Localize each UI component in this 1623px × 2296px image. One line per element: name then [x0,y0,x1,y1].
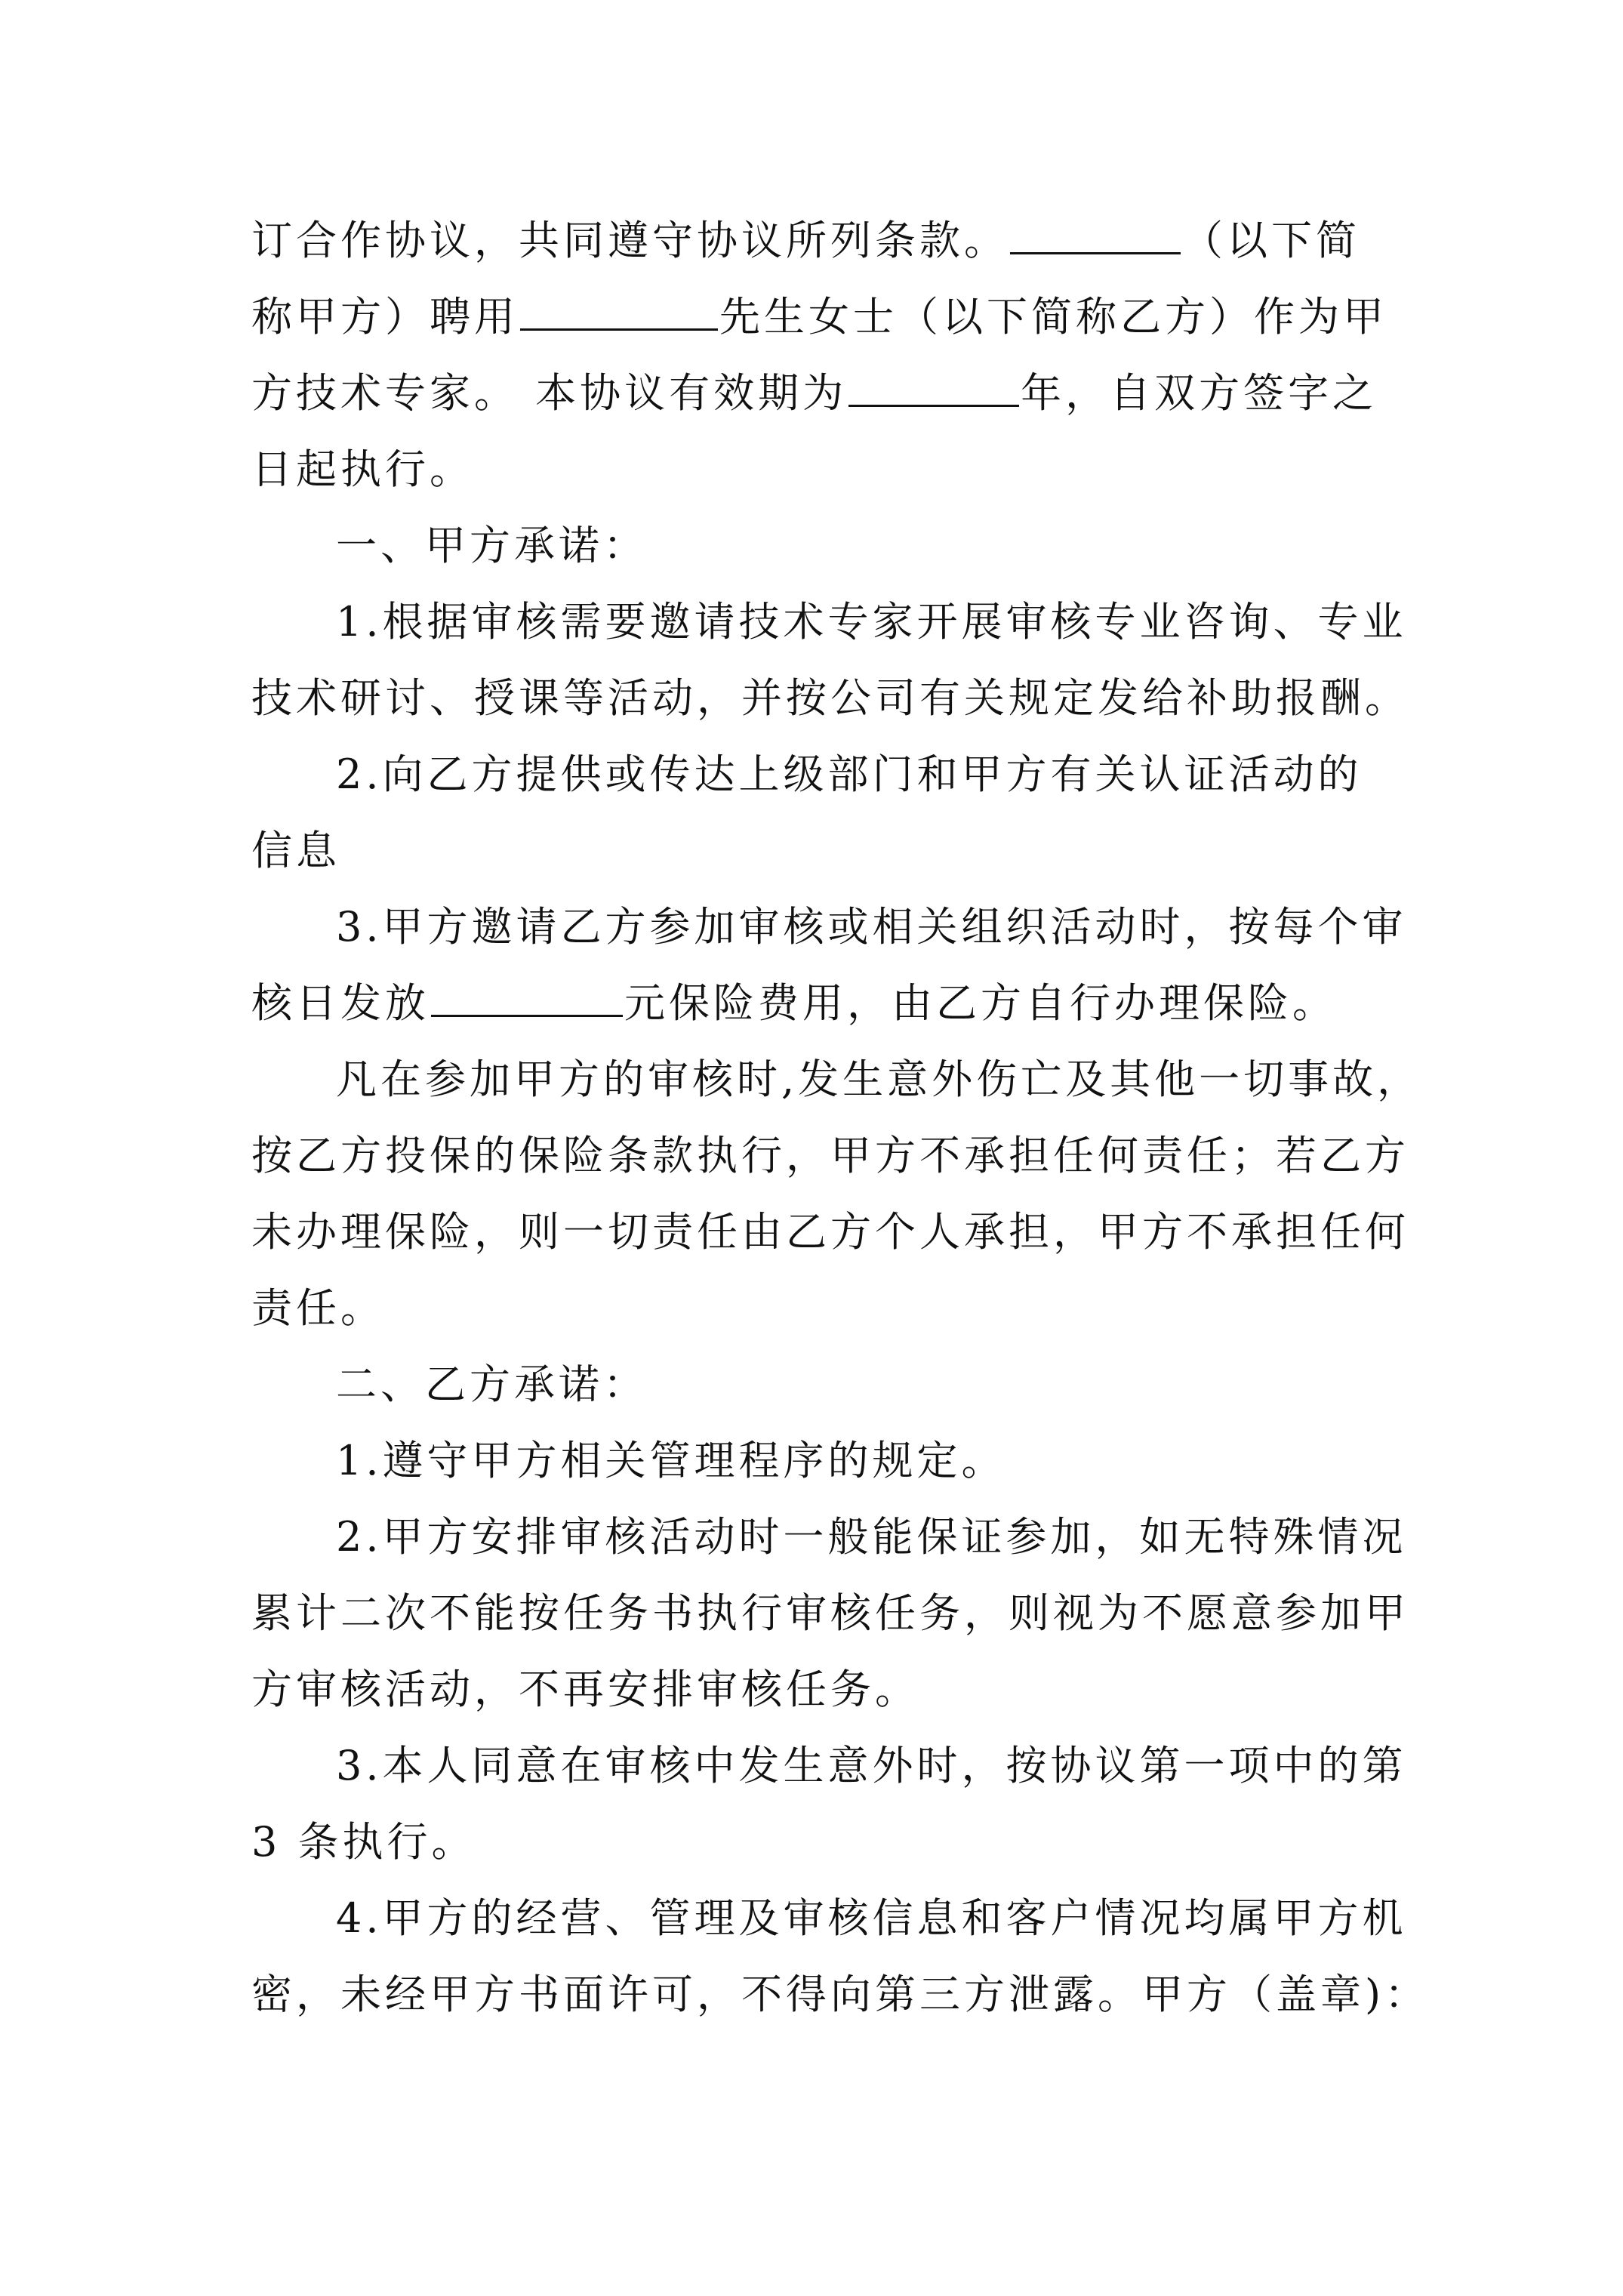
intro-line-2-text: 称甲方）聘用 [251,293,519,341]
section-1-heading: 一、甲方承诺： [336,522,648,569]
intro-line-1-text: 订合作协议，共同遵守协议所列条款。 [251,217,1009,264]
s2-item2-line1: 2.甲方安排审核活动时一般能保证参加，如无特殊情况 [336,1513,1407,1561]
s2-item3-line2: 3 条执行。 [251,1818,476,1866]
s1-para-line3: 未办理保险，则一切责任由乙方个人承担，甲方不承担任何 [251,1208,1409,1256]
intro-line-4: 日起执行。 [251,445,474,493]
s1-item3-line2 [251,965,1384,1041]
section-2-heading: 二、乙方承诺： [336,1361,648,1408]
intro-line-3-text: 方技术专家。 本协议有效期为 [251,369,848,417]
intro-line-2-tail: 先生女士（以下简称乙方）作为甲 [719,293,1387,341]
validity-years-blank [848,361,1019,407]
intro-line-3 [251,355,1384,431]
s2-item1-line1: 1.遵守甲方相关管理程序的规定。 [336,1437,1006,1484]
s2-item2-line2: 累计二次不能按任务书执行审核任务，则视为不愿意参加甲 [251,1589,1409,1637]
s1-item3-line2-tail: 元保险费用，由乙方自行办理保险。 [624,979,1337,1027]
intro-line-2 [251,279,1387,355]
document-body [251,202,1430,2032]
intro-line-3-tail: 年，自双方签字之 [1021,369,1378,417]
s2-item4-line2: 密，未经甲方书面许可，不得向第三方泄露。甲方（盖章)： [251,1971,1430,2018]
s1-para-line1: 凡在参加甲方的审核时,发生意外伤亡及其他一切事故， [336,1056,1422,1103]
expert-name-blank [520,285,718,331]
s2-item2-line3: 方审核活动，不再安排审核任务。 [251,1666,919,1713]
s1-para-line4: 责任。 [251,1284,385,1332]
s1-item2-line1: 2.向乙方提供或传达上级部门和甲方有关认证活动的 [336,750,1363,798]
s1-item1-line1: 1.根据审核需要邀请技术专家开展审核专业咨询、专业 [336,598,1407,646]
s1-item3-line2-text: 核日发放 [251,979,430,1027]
party-a-name-blank [1010,208,1181,254]
intro-line-1-tail: （以下简 [1182,217,1360,264]
s1-para-line2: 按乙方投保的保险条款执行，甲方不承担任何责任；若乙方 [251,1132,1409,1179]
insurance-amount-blank [431,971,623,1017]
intro-line-1 [251,202,1384,279]
s1-item1-line2: 技术研讨、授课等活动，并按公司有关规定发给补助报酬。 [251,674,1409,722]
s1-item2-line2: 信息 [251,827,340,874]
s2-item4-line1: 4.甲方的经营、管理及审核信息和客户情况均属甲方机 [336,1894,1407,1942]
s2-item3-line1: 3.本人同意在审核中发生意外时，按协议第一项中的第 [336,1742,1407,1789]
s1-item3-line1: 3.甲方邀请乙方参加审核或相关组织活动时，按每个审 [336,903,1407,951]
